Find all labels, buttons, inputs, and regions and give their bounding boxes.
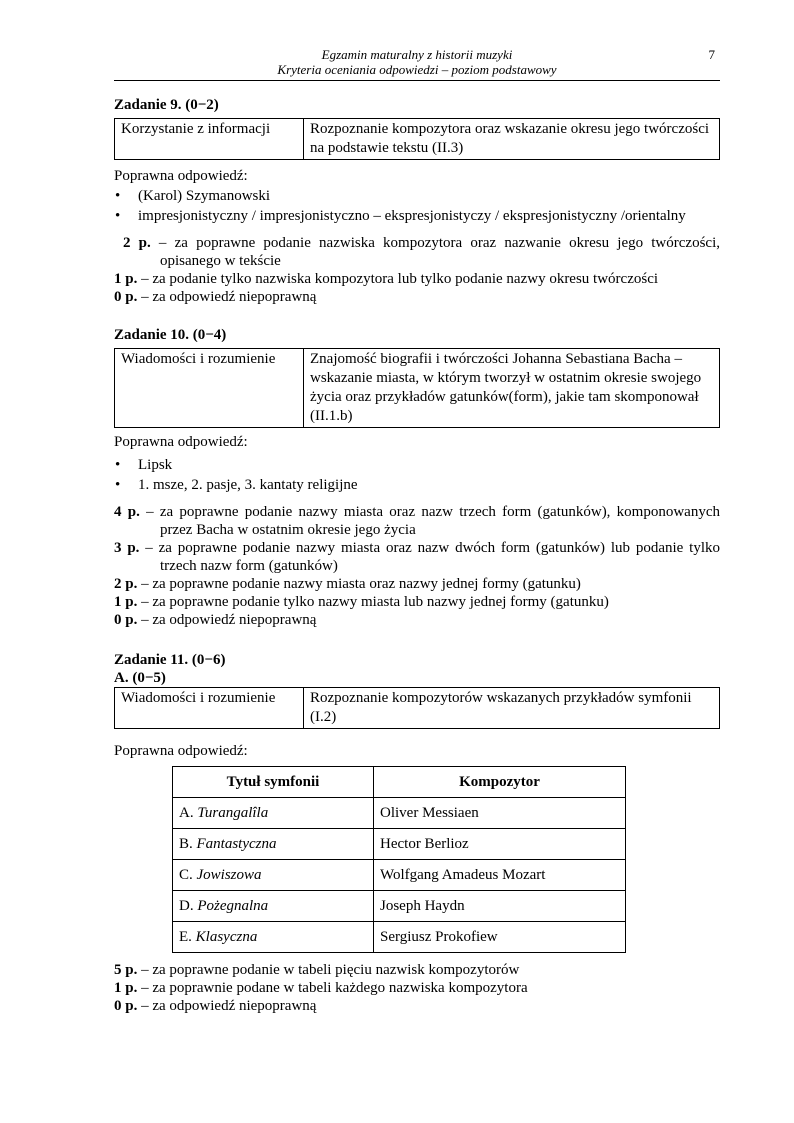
composer-cell: Wolfgang Amadeus Mozart [374,860,626,891]
column-header-symphony: Tytuł symfonii [173,767,374,798]
page-header [114,47,720,77]
task-11-criteria-requirement: Rozpoznanie kompozytorów wskazanych przykładów symfonii (I.2) [304,688,720,729]
task-9 [114,96,720,160]
task-10-answer-list [114,455,720,495]
task-10-answer [114,433,720,495]
task-10-scoring [114,503,720,629]
composer-cell: Hector Berlioz [374,829,626,860]
task-9-answer [114,167,720,226]
task-11 [114,651,720,729]
page-number: 7 [708,47,715,62]
composer-cell: Joseph Haydn [374,891,626,922]
task-11-scoring [114,961,720,1015]
task-10 [114,326,720,428]
column-header-composer: Kompozytor [374,767,626,798]
score-line: 0 p. – za odpowiedź niepoprawną [114,612,317,628]
score-line: 3 p. – za poprawne podanie nazwy miasta oraz nazw dwóch form (gatunków) lub podanie tylko trzech nazw form (gatunków) [114,540,720,574]
header-exam-title: Egzamin maturalny z historii muzyki [321,47,513,62]
task-11-answer [114,742,720,761]
score-line: 1 p. – za poprawne podanie tylko nazwy miasta lub nazwy jednej formy (gatunku) [114,594,609,610]
task-10-criteria-requirement: Znajomość biografii i twórczości Johanna Sebastiana Bacha – wskazanie miasta, w którym tworzył w ostatnim okresie swojego życia oraz przykładów gatunków(form), jakie tam skomponował (II.1.b) [304,349,720,428]
task-9-criteria-area: Korzystanie z informacji [115,119,304,160]
bullet-icon: • [115,477,121,493]
symphony-title-cell: E. Klasyczna [173,922,374,953]
symphony-title-cell: C. Jowiszowa [173,860,374,891]
task-9-title: Zadanie 9. (0−2) [114,97,219,113]
task-11-subtitle: A. (0−5) [114,670,166,686]
score-line: 2 p. – za poprawne podanie nazwy miasta oraz nazwy jednej formy (gatunku) [114,576,581,592]
list-item: • impresjonistyczny / impresjonistyczno – ekspresjonistyczy / ekspresjonistyczny /orientalny [115,208,686,224]
bullet-icon: • [115,457,121,473]
task-11-answer-label: Poprawna odpowiedź: [114,743,248,759]
task-9-answer-list [114,186,720,226]
task-11-criteria-area: Wiadomości i rozumienie [115,688,304,729]
bullet-icon: • [115,188,121,204]
task-10-criteria-table [114,348,720,428]
task-9-criteria-table [114,118,720,160]
composer-cell: Sergiusz Prokofiew [374,922,626,953]
table-row [173,922,626,953]
table-row [173,829,626,860]
score-line: 0 p. – za odpowiedź niepoprawną [114,289,317,305]
bullet-icon: • [115,208,121,224]
score-line: 1 p. – za podanie tylko nazwiska kompozytora lub tylko podanie nazwy okresu twórczości [114,271,659,287]
symphony-composer-table [172,766,626,953]
list-item: • 1. msze, 2. pasje, 3. kantaty religijne [115,477,358,493]
composer-cell: Oliver Messiaen [374,798,626,829]
task-11-criteria-table [114,687,720,729]
task-10-title: Zadanie 10. (0−4) [114,327,227,343]
score-line: 5 p. – za poprawne podanie w tabeli pięciu nazwisk kompozytorów [114,962,520,978]
table-row [173,860,626,891]
header-divider [114,80,720,81]
symphony-title-cell: D. Pożegnalna [173,891,374,922]
score-line: 0 p. – za odpowiedź niepoprawną [114,998,317,1014]
list-item: • (Karol) Szymanowski [115,188,271,204]
task-11-title: Zadanie 11. (0−6) [114,652,226,668]
table-row [173,891,626,922]
task-10-answer-label: Poprawna odpowiedź: [114,434,248,450]
task-9-scoring [114,234,720,306]
task-9-criteria-requirement: Rozpoznanie kompozytora oraz wskazanie okresu jego twórczości na podstawie tekstu (II.3) [304,119,720,160]
table-header-row [173,767,626,798]
score-line: 4 p. – za poprawne podanie nazwy miasta oraz nazw trzech form (gatunków), komponowanych przez Bacha w ostatnim okresie jego życia [114,504,720,538]
score-line: 1 p. – za poprawnie podane w tabeli każdego nazwiska kompozytora [114,980,528,996]
score-line: 2 p. – za poprawne podanie nazwiska kompozytora oraz nazwanie okresu jego twórczości, opisanego w tekście [123,235,720,269]
header-subtitle: Kryteria oceniania odpowiedzi – poziom podstawowy [277,62,557,77]
task-9-answer-label: Poprawna odpowiedź: [114,168,248,184]
symphony-title-cell: B. Fantastyczna [173,829,374,860]
symphony-title-cell: A. Turangalîla [173,798,374,829]
table-row [173,798,626,829]
list-item: • Lipsk [115,457,173,473]
task-10-criteria-area: Wiadomości i rozumienie [115,349,304,428]
